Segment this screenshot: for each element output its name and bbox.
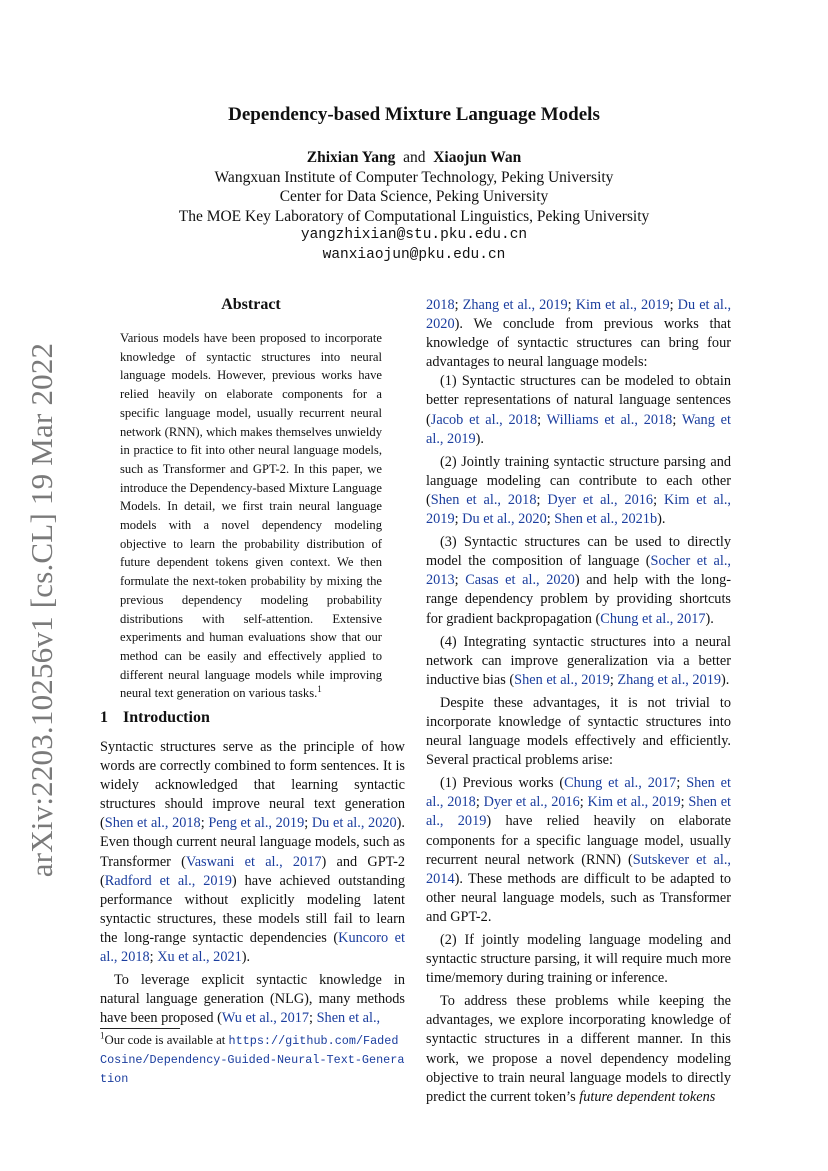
text-run: ;	[454, 511, 463, 528]
citation-link[interactable]: Williams et al., 2018	[546, 411, 673, 428]
citation-link[interactable]: Chung et al., 2017	[564, 775, 677, 792]
footnote-number: 1	[100, 1030, 105, 1041]
section-heading	[100, 709, 210, 727]
author-first: Zhixian Yang	[306, 149, 396, 166]
paragraph	[426, 372, 731, 448]
citation-link[interactable]: Vaswani et al., 2017	[185, 853, 322, 870]
text-run: ).	[475, 430, 484, 447]
text-run: ) have achieved outstanding performance without explicitly modeling latent syntactic structures, these models still fail to learn the long-range syntactic dependencies (	[100, 872, 405, 946]
abstract-heading: Abstract	[221, 296, 281, 313]
author-block	[0, 148, 828, 265]
citation-link[interactable]: Shen et al.,	[316, 1010, 381, 1027]
citation-link[interactable]: Shen et al., 2021b	[554, 511, 658, 528]
text-run: ;	[537, 411, 547, 428]
paragraph	[426, 453, 731, 529]
section-number: 1	[100, 709, 108, 726]
right-column	[426, 296, 731, 1107]
text-run: ;	[200, 815, 209, 832]
text-run: ). Even though current neural language models, such as Transformer (	[100, 815, 405, 870]
citation-link[interactable]: Shen et al., 2019	[426, 794, 732, 830]
text-run: ;	[669, 297, 678, 313]
affiliation-2: Center for Data Science, Peking University	[279, 188, 549, 205]
citation-link[interactable]: Peng et al., 2019	[208, 815, 305, 832]
section-title: Introduction	[123, 709, 210, 726]
text-run: ).	[657, 511, 666, 528]
text-run: ;	[304, 815, 312, 832]
text-run: ;	[475, 794, 484, 811]
citation-link[interactable]: Kuncoro et al., 2018	[100, 929, 406, 966]
affiliation-3: The MOE Key Laboratory of Computational Linguistics, Peking University	[178, 207, 650, 225]
text-run: ;	[653, 491, 664, 508]
citation-link[interactable]: Shen et al., 2018	[430, 491, 537, 508]
citation-link[interactable]: Wu et al., 2017	[221, 1010, 310, 1027]
author-second: Xiaojun Wan	[433, 149, 522, 166]
citation-link[interactable]: Du et al., 2020	[462, 511, 547, 528]
citation-link[interactable]: Du et al., 2020	[426, 297, 732, 333]
abstract-body	[120, 329, 382, 703]
text-run: ). These methods are difficult to be adapted to other neural language models, such as Transformer and GPT-2.	[426, 870, 731, 925]
text-run: ;	[672, 411, 682, 428]
paragraph	[100, 971, 405, 1028]
paragraph	[426, 533, 731, 628]
text-run: ;	[536, 491, 548, 508]
citation-link[interactable]: Kim et al., 2019	[426, 491, 731, 528]
email-1: yangzhixian@stu.pku.edu.cn	[300, 227, 528, 243]
citation-link[interactable]: Shen et al., 2018	[104, 815, 201, 832]
citation-link[interactable]: Xu et al., 2021	[157, 949, 242, 966]
author-separator: and	[403, 149, 426, 166]
text-run: ).	[705, 610, 714, 627]
text-run: ) and GPT-2 (	[100, 853, 405, 889]
footnote-marker: 1	[317, 684, 322, 695]
footnote-rule	[100, 1028, 180, 1029]
text-run: ;	[579, 794, 588, 811]
arxiv-id: arXiv:2203.10256v1 [cs.CL] 19 Mar 2022	[24, 342, 59, 878]
text-run: To leverage explicit syntactic knowledge in natural language generation (NLG), many methods have been proposed (	[100, 972, 405, 1027]
citation-link[interactable]: Kim et al., 2019	[575, 297, 670, 313]
text-run: (1) Syntactic structures can be modeled to obtain better representations of natural language sentences (	[426, 373, 731, 428]
paragraph	[100, 738, 405, 967]
citation-link[interactable]: Dyer et al., 2016	[547, 491, 654, 508]
text-run: ).	[721, 671, 730, 688]
text-run: ;	[609, 671, 618, 688]
paragraph	[426, 694, 731, 770]
text-run: ;	[454, 572, 466, 589]
paragraph	[426, 296, 731, 372]
citation-link[interactable]: Sutskever et al., 2014	[426, 851, 731, 887]
citation-link[interactable]: Dyer et al., 2016	[483, 794, 580, 811]
citation-link[interactable]: Zhang et al., 2019	[462, 297, 568, 313]
footnote	[100, 1031, 405, 1088]
text-run: (2) Jointly training syntactic structure parsing and language modeling can contribute to each other (	[426, 453, 731, 508]
text-run: (3) Syntactic structures can be used to directly model the composition of language (	[426, 534, 731, 570]
text-run: ) and help with the long-range dependency problem by providing shortcuts for gradient backpropagation (	[426, 572, 732, 627]
citation-link[interactable]: Jacob et al., 2018	[430, 411, 538, 428]
emphasis-text: future dependent tokens	[579, 1088, 716, 1105]
abstract-text: Various models have been proposed to incorporate knowledge of syntactic structures into neural language models. However, previous works have relied heavily on elaborate components for a specific language model, usually recurrent neural network (RNN), which makes themselves unwieldy in practice to fit into other neural language models, such as Transformer and GPT-2. In this paper, we introduce the Dependency-based Mixture Language Models. In detail, we first train neural language models with a novel dependency modeling objective to learn the probability distribution of future dependent tokens given context. We then formulate the next-token probability by mixing the previous dependency modeling probability distributions with self-attention. Extensive experiments and human evaluations show that our method can be easily and effectively applied to different neural language models while improving neural text generation on various tasks.	[120, 331, 382, 701]
citation-link[interactable]: Shen et al., 2019	[514, 671, 610, 688]
left-column	[100, 738, 405, 1028]
text-run: ).	[241, 949, 251, 966]
paragraph	[426, 931, 731, 988]
text-run: ). We conclude from previous works that knowledge of syntactic structures can bring four advantages to neural language models:	[426, 316, 731, 371]
text-run: ;	[149, 949, 158, 966]
citation-link[interactable]: Kim et al., 2019	[587, 794, 681, 811]
paper-title: Dependency-based Mixture Language Models	[228, 104, 600, 125]
text-run: Despite these advantages, it is not trivial to incorporate knowledge of syntactic structures into neural language models effectively and efficiently. Several practical problems arise:	[426, 694, 731, 769]
text-run: ;	[546, 511, 555, 528]
text-run: (4) Integrating syntactic structures into a neural network can improve generalization via a better inductive bias (	[426, 633, 731, 688]
footnote-text: Our code is available at	[104, 1033, 226, 1047]
text-run: ;	[309, 1010, 317, 1027]
text-run: ;	[680, 794, 689, 811]
text-run: ) have relied heavily on elaborate components for a specific language model, usually recurrent neural network (RNN) (	[426, 813, 731, 868]
email-2: wanxiaojun@pku.edu.cn	[322, 246, 506, 263]
citation-link[interactable]: 2018	[426, 297, 455, 313]
text-run: To address these problems while keeping the advantages, we explore incorporating knowledge of syntactic structures in a different manner. In this work, we propose a novel dependency modeling objective to train neural language models to directly predict the current token’s	[426, 993, 731, 1105]
text-run: Syntactic structures serve as the principle of how words are correctly combined to form sentences. It is widely acknowledged that learning syntactic structures should improve neural text generation (	[100, 739, 405, 832]
citation-link[interactable]: Du et al., 2020	[311, 815, 397, 832]
text-run: (2) If jointly modeling language modeling and syntactic structure parsing, it will require much more time/memory during training or inference.	[426, 932, 731, 987]
text-run: (1) Previous works (	[440, 775, 565, 792]
text-run: ;	[676, 775, 687, 792]
citation-link[interactable]: Socher et al., 2013	[426, 553, 731, 589]
arxiv-sidebar-stamp	[22, 342, 62, 878]
citation-link[interactable]: Casas et al., 2020	[465, 572, 575, 589]
paragraph	[426, 992, 731, 1107]
citation-link[interactable]: Zhang et al., 2019	[617, 671, 722, 688]
paragraph	[426, 633, 731, 690]
paragraph	[426, 774, 731, 927]
text-run: ;	[454, 297, 463, 313]
affiliation-1: Wangxuan Institute of Computer Technology, Peking University	[214, 168, 614, 186]
footnote-url-link[interactable]: https://github.com/FadedCosine/Dependency-Guided-Neural-Text-Generation	[100, 1034, 405, 1086]
citation-link[interactable]: Wang et al., 2019	[426, 411, 731, 447]
author-names	[0, 148, 828, 168]
text-run: ;	[567, 297, 576, 313]
citation-link[interactable]: Chung et al., 2017	[600, 610, 706, 627]
citation-link[interactable]: Shen et al., 2018	[426, 775, 731, 811]
citation-link[interactable]: Radford et al., 2019	[104, 872, 232, 889]
